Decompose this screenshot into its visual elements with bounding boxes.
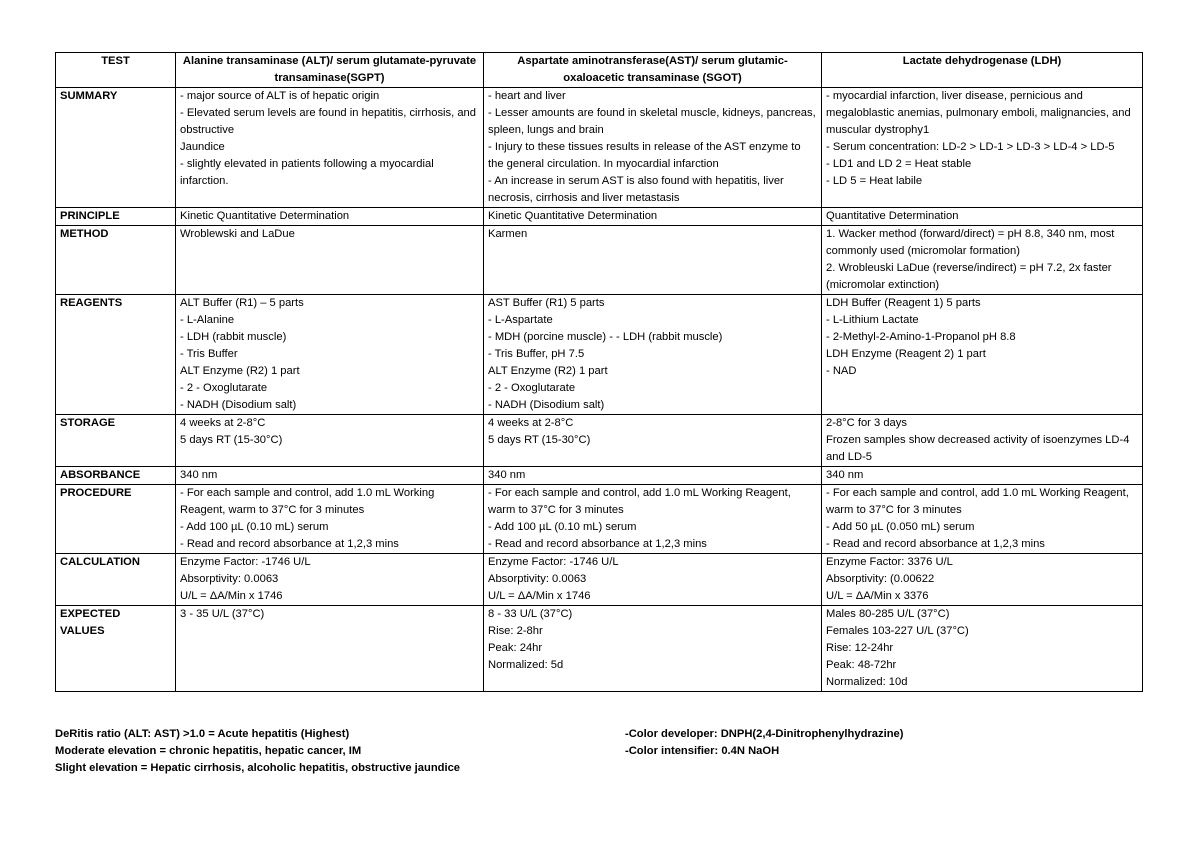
cell-line: Females 103-227 U/L (37°C) (826, 625, 969, 637)
cell-ast (484, 467, 822, 485)
cell-line: Peak: 48-72hr (826, 659, 897, 671)
table-row (56, 415, 1143, 467)
cell-line: - L-Aspartate (488, 314, 553, 326)
cell-line: - Add 100 µL (0.10 mL) serum (488, 521, 637, 533)
cell-ast (484, 226, 822, 295)
header-alt: Alanine transaminase (ALT)/ serum glutamate-pyruvate transaminase(SGPT) (176, 53, 484, 88)
cell-line: - NADH (Disodium salt) (488, 399, 605, 411)
cell-line: - L-Lithium Lactate (826, 314, 919, 326)
cell-line: Wroblewski and LaDue (180, 228, 295, 240)
row-label (56, 208, 176, 226)
cell-alt (176, 295, 484, 415)
table-row (56, 295, 1143, 415)
cell-line: - Tris Buffer, pH 7.5 (488, 348, 585, 360)
cell-line: - myocardial infarction, liver disease, pernicious and megaloblastic anemias, pulmonary emboli, malignancies, and muscular dystrophy1 (826, 90, 1131, 136)
table-row (56, 485, 1143, 554)
table-row (56, 208, 1143, 226)
table-row (56, 606, 1143, 692)
cell-line: Kinetic Quantitative Determination (180, 210, 350, 222)
cell-line: - An increase in serum AST is also found with hepatitis, liver necrosis, cirrhosis and liver metastasis (488, 175, 784, 204)
cell-line: - Read and record absorbance at 1,2,3 mins (826, 538, 1045, 550)
cell-line: 8 - 33 U/L (37°C) (488, 608, 573, 620)
cell-alt (176, 88, 484, 208)
cell-line: ALT Buffer (R1) – 5 parts (180, 297, 304, 309)
header-row (56, 53, 1143, 88)
row-label (56, 606, 176, 692)
row-label-text: EXPECTED (60, 608, 121, 620)
cell-line: - Add 100 µL (0.10 mL) serum (180, 521, 329, 533)
cell-line: Absorptivity: 0.0063 (180, 573, 279, 585)
cell-line: 4 weeks at 2-8°C (180, 417, 266, 429)
cell-line: U/L = ΔA/Min x 3376 (826, 590, 929, 602)
table-row (56, 554, 1143, 606)
cell-line: Enzyme Factor: -1746 U/L (180, 556, 311, 568)
cell-line: Normalized: 5d (488, 659, 564, 671)
cell-ast (484, 208, 822, 226)
cell-line: - Tris Buffer (180, 348, 238, 360)
cell-line: Rise: 2-8hr (488, 625, 543, 637)
cell-line: - heart and liver (488, 90, 566, 102)
footer-line: -Color intensifier: 0.4N NaOH (625, 745, 780, 757)
row-label-text: VALUES (60, 625, 105, 637)
cell-line: 5 days RT (15-30°C) (180, 434, 283, 446)
cell-line: U/L = ΔA/Min x 1746 (180, 590, 283, 602)
header-ldh: Lactate dehydrogenase (LDH) (822, 53, 1143, 88)
cell-line: LDH Buffer (Reagent 1) 5 parts (826, 297, 981, 309)
table-row (56, 88, 1143, 208)
cell-line: - LD 5 = Heat labile (826, 175, 923, 187)
cell-line: U/L = ΔA/Min x 1746 (488, 590, 591, 602)
cell-line: - 2 - Oxoglutarate (488, 382, 576, 394)
comparison-table (55, 52, 1143, 692)
cell-line: Jaundice (180, 141, 225, 153)
footer-line: DeRitis ratio (ALT: AST) >1.0 = Acute hepatitis (Highest) (55, 728, 350, 740)
cell-line: 2-8°C for 3 days (826, 417, 907, 429)
cell-ast (484, 554, 822, 606)
cell-ast (484, 295, 822, 415)
cell-line: - 2-Methyl-2-Amino-1-Propanol pH 8.8 (826, 331, 1016, 343)
cell-line: Enzyme Factor: -1746 U/L (488, 556, 619, 568)
row-label (56, 467, 176, 485)
cell-alt (176, 226, 484, 295)
cell-line: 3 - 35 U/L (37°C) (180, 608, 265, 620)
cell-ldh (822, 415, 1143, 467)
cell-ldh (822, 554, 1143, 606)
cell-line: 340 nm (826, 469, 864, 481)
cell-alt (176, 415, 484, 467)
cell-ast (484, 88, 822, 208)
cell-line: - Read and record absorbance at 1,2,3 mins (488, 538, 707, 550)
cell-line: AST Buffer (R1) 5 parts (488, 297, 605, 309)
cell-line: Absorptivity: 0.0063 (488, 573, 587, 585)
row-label (56, 226, 176, 295)
cell-alt (176, 208, 484, 226)
row-label (56, 295, 176, 415)
cell-line: - LD1 and LD 2 = Heat stable (826, 158, 972, 170)
row-label (56, 485, 176, 554)
cell-line: - For each sample and control, add 1.0 mL Working Reagent, warm to 37°C for 3 minutes (180, 487, 435, 516)
cell-line: - NADH (Disodium salt) (180, 399, 297, 411)
cell-ldh (822, 88, 1143, 208)
row-label-text: PRINCIPLE (60, 210, 120, 222)
cell-line: - Add 50 µL (0.050 mL) serum (826, 521, 975, 533)
header-ast: Aspartate aminotransferase(AST)/ serum glutamic-oxaloacetic transaminase (SGOT) (484, 53, 822, 88)
row-label-text: METHOD (60, 228, 109, 240)
header-test: TEST (56, 53, 176, 88)
cell-line: - L-Alanine (180, 314, 235, 326)
cell-alt (176, 485, 484, 554)
deritis-notes (55, 726, 615, 777)
footer-line: -Color developer: DNPH(2,4-Dinitrophenylhydrazine) (625, 728, 904, 740)
row-label-text: ABSORBANCE (60, 469, 141, 481)
cell-line: 1. Wacker method (forward/direct) = pH 8.8, 340 nm, most commonly used (micromolar formation) (826, 228, 1115, 257)
cell-line: - For each sample and control, add 1.0 mL Working Reagent, warm to 37°C for 3 minutes (826, 487, 1129, 516)
cell-ldh (822, 485, 1143, 554)
cell-line: Karmen (488, 228, 528, 240)
cell-line: 340 nm (488, 469, 526, 481)
cell-line: Males 80-285 U/L (37°C) (826, 608, 950, 620)
cell-line: Absorptivity: (0.00622 (826, 573, 935, 585)
cell-ast (484, 485, 822, 554)
cell-line: - Elevated serum levels are found in hepatitis, cirrhosis, and obstructive (180, 107, 476, 136)
footer-line: Moderate elevation = chronic hepatitis, hepatic cancer, IM (55, 745, 362, 757)
cell-line: - 2 - Oxoglutarate (180, 382, 268, 394)
row-label (56, 88, 176, 208)
cell-line: 2. Wrobleuski LaDue (reverse/indirect) = pH 7.2, 2x faster (micromolar extinction) (826, 262, 1112, 291)
cell-line: ALT Enzyme (R2) 1 part (488, 365, 608, 377)
cell-line: - Injury to these tissues results in release of the AST enzyme to the general circulation. In myocardial infarction (488, 141, 801, 170)
footer-line: Slight elevation = Hepatic cirrhosis, alcoholic hepatitis, obstructive jaundice (55, 762, 461, 774)
cell-line: ALT Enzyme (R2) 1 part (180, 365, 300, 377)
cell-ldh (822, 226, 1143, 295)
cell-alt (176, 606, 484, 692)
color-notes (625, 726, 1125, 760)
cell-line: Frozen samples show decreased activity of isoenzymes LD-4 and LD-5 (826, 434, 1130, 463)
cell-ast (484, 415, 822, 467)
cell-ast (484, 606, 822, 692)
row-label-text: PROCEDURE (60, 487, 132, 499)
table-body (56, 88, 1143, 692)
cell-line: - NAD (826, 365, 857, 377)
cell-line: Quantitative Determination (826, 210, 959, 222)
table-row (56, 226, 1143, 295)
cell-line: - LDH (rabbit muscle) (180, 331, 287, 343)
row-label (56, 415, 176, 467)
cell-line: - Serum concentration: LD-2 > LD-1 > LD-3 > LD-4 > LD-5 (826, 141, 1115, 153)
cell-line: LDH Enzyme (Reagent 2) 1 part (826, 348, 986, 360)
cell-line: - MDH (porcine muscle) - - LDH (rabbit muscle) (488, 331, 723, 343)
table-row (56, 467, 1143, 485)
cell-line: Peak: 24hr (488, 642, 543, 654)
cell-ldh (822, 295, 1143, 415)
row-label (56, 554, 176, 606)
cell-line: - major source of ALT is of hepatic origin (180, 90, 380, 102)
row-label-text: STORAGE (60, 417, 116, 429)
cell-alt (176, 554, 484, 606)
cell-line: 4 weeks at 2-8°C (488, 417, 574, 429)
cell-line: Normalized: 10d (826, 676, 908, 688)
cell-line: Rise: 12-24hr (826, 642, 894, 654)
cell-line: 340 nm (180, 469, 218, 481)
cell-line: Enzyme Factor: 3376 U/L (826, 556, 953, 568)
row-label-text: REAGENTS (60, 297, 123, 309)
cell-line: - For each sample and control, add 1.0 mL Working Reagent, warm to 37°C for 3 minutes (488, 487, 791, 516)
cell-ldh (822, 606, 1143, 692)
cell-alt (176, 467, 484, 485)
cell-ldh (822, 467, 1143, 485)
cell-line: - slightly elevated in patients following a myocardial infarction. (180, 158, 434, 187)
cell-ldh (822, 208, 1143, 226)
cell-line: - Read and record absorbance at 1,2,3 mins (180, 538, 399, 550)
row-label-text: CALCULATION (60, 556, 140, 568)
cell-line: Kinetic Quantitative Determination (488, 210, 658, 222)
row-label-text: SUMMARY (60, 90, 118, 102)
cell-line: - Lesser amounts are found in skeletal muscle, kidneys, pancreas, spleen, lungs and brain (488, 107, 816, 136)
cell-line: 5 days RT (15-30°C) (488, 434, 591, 446)
